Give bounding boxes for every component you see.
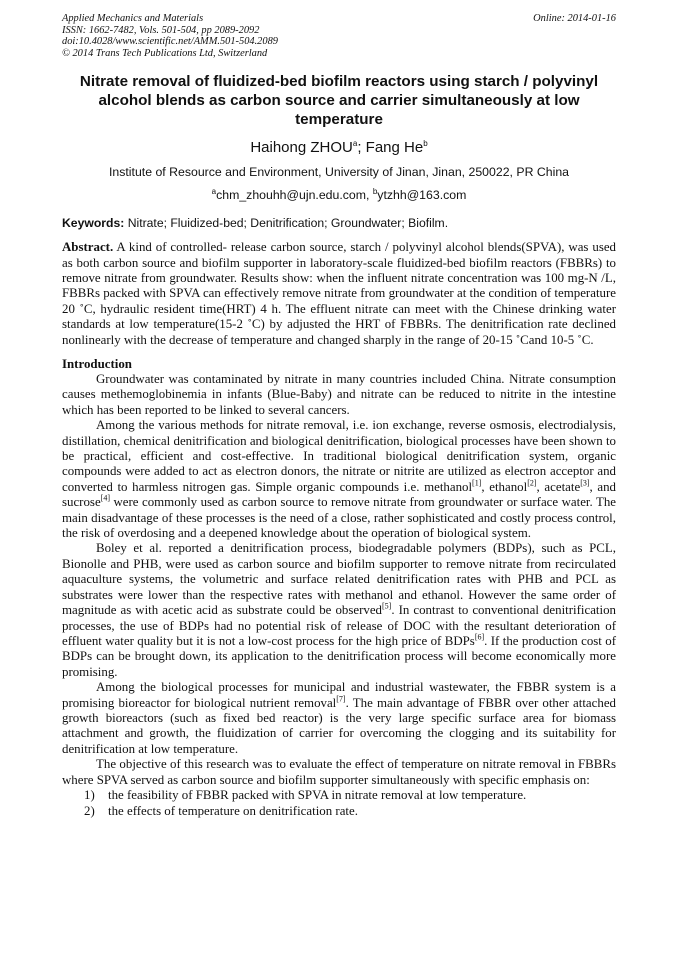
- author-1-mark: a: [352, 139, 358, 149]
- keywords-text: Nitrate; Fluidized-bed; Denitrification; Groundwater; Biofilm.: [124, 216, 449, 231]
- citation-5: [5]: [381, 601, 392, 611]
- journal-name: Applied Mechanics and Materials: [62, 13, 204, 24]
- journal-info: [62, 13, 278, 59]
- citation-3: [3]: [580, 478, 590, 488]
- text-run: were commonly used as carbon source to remove nitrate from groundwater or surface water. The main disadvantage of these processes is the need of a close, rather sophisticated and costly process control, the risk of overdosing and a deepened knowledge about the operation of biological system.: [62, 495, 616, 541]
- intro-paragraph-1: Groundwater was contaminated by nitrate in many countries included China. Nitrate consumption causes methemoglobinemia in infants (Blue-Baby) and nitrate can be reduced to nitrite in the intestine which has been reported to be linked to several cancers.: [62, 372, 616, 417]
- text-run: . In contrast to conventional denitrification processes, the use of BDPs had no potential risk of release of DOC with the resultant deterioration of effluent water quality but it is not a low-cost process for the high price of BDPs: [62, 603, 616, 648]
- list-text: the feasibility of FBBR packed with SPVA in nitrate removal at low temperature.: [108, 787, 527, 802]
- list-number: 1): [84, 787, 95, 802]
- keywords: [62, 216, 616, 231]
- intro-paragraph-5: The objective of this research was to evaluate the effect of temperature on nitrate removal in FBBRs where SPVA served as carbon source and biofilm supporter simultaneously with specific emphasis on:: [62, 757, 616, 787]
- online-date: Online: 2014-01-16: [533, 13, 616, 24]
- email-separator: ,: [366, 188, 373, 203]
- list-number: 2): [84, 803, 95, 818]
- paper-title: Nitrate removal of fluidized-bed biofilm reactors using starch / polyvinyl alcohol blends as carbon source and carrier simultaneously at low temperature: [79, 73, 599, 128]
- journal-issn: ISSN: 1662-7482, Vols. 501-504, pp 2089-2092: [62, 24, 260, 36]
- text-run: . If the production cost of BDPs can be brought down, its application to the denitrification process will become economically more promising.: [62, 633, 616, 679]
- affiliation: Institute of Resource and Environment, University of Jinan, Jinan, 250022, PR China: [108, 165, 570, 180]
- text-run: Boley et al. reported a denitrification process, biodegradable polymers (BDPs), such as PCL, Bionolle and PHB, were used as carbon source and biofilm supporter to remove nitrate from recirculated aquaculture systems, the volumetric and surface related denitrification rates with PHB and PCL as substrates were lower than the respective rates with methanol and ethanol. However the same order of magnitude as with acetic acid as substrate could be observed: [62, 541, 616, 618]
- text-run: , acetate: [536, 479, 581, 494]
- section-heading-introduction: Introduction: [62, 357, 132, 371]
- list-text: the effects of temperature on denitrification rate.: [108, 803, 358, 818]
- citation-2: [2]: [527, 478, 537, 488]
- author-line: [62, 139, 616, 157]
- text-run: Among the biological processes for municipal and industrial wastewater, the FBBR system is a promising bioreactor for biological nutrient removal: [62, 680, 616, 710]
- citation-4: [4]: [100, 493, 110, 503]
- list-item: [62, 804, 616, 820]
- journal-doi: doi:10.4028/www.scientific.net/AMM.501-504.2089: [62, 36, 278, 48]
- citation-7: [7]: [336, 694, 346, 704]
- author-separator: ;: [357, 139, 366, 157]
- intro-paragraph-2: [62, 418, 616, 541]
- paper-page: [62, 13, 616, 820]
- author-2-mark: b: [423, 139, 428, 149]
- abstract-label: Abstract.: [62, 240, 114, 255]
- text-run: , and sucrose: [62, 479, 617, 510]
- text-run: , ethanol: [481, 479, 528, 494]
- journal-copyright: © 2014 Trans Tech Publications Ltd, Switzerland: [62, 47, 268, 59]
- abstract-text: A kind of controlled- release carbon source, starch / polyvinyl alcohol blends(SPVA), was used as both carbon source and biofilm supporter in laboratory-scale fluidized-bed biofilm reactors (FBBRs) to remove nitrate from groundwater. Results show: when the influent nitrate concentration was 100 mg-N /L, FBBRs packed with SPVA can effectively remove nitrate from groundwater at the condition of temperature 20 ˚C, hydraulic resident time(HRT) 4 h. The effluent nitrate can meet with the Chinese drinking water standards at low temperature(15-2 ˚C) by adjusted the HRT of FBBRs. The denitrification rate declined nonlinearly with the decrease of temperature and changed sharply in the range of 20-15 ˚Cand 10-5 ˚C.: [62, 240, 616, 347]
- email-a-mark: a: [211, 187, 217, 197]
- intro-paragraph-3: [62, 541, 616, 680]
- email-a: chm_zhouhh@ujn.edu.com: [216, 188, 366, 203]
- email-b-mark: b: [372, 187, 378, 197]
- author-2-name: Fang He: [365, 139, 424, 157]
- list-item: [62, 788, 616, 804]
- author-1-name: Haihong ZHOU: [250, 139, 353, 157]
- text-run: . The main advantage of FBBR over other attached growth bioreactors (such as fixed bed reactor) is the very large specific surface area for biomass attachment and growth, the fluidization of carrier for overcoming the clogging and its suitability for denitrification at low temperature.: [62, 695, 616, 756]
- citation-6: [6]: [474, 632, 485, 642]
- text-run: Among the various methods for nitrate removal, i.e. ion exchange, reverse osmosis, electrodialysis, distillation, chemical denitrification and biological denitrification, biological processes have been shown to be practical, efficient and cost-effective. In traditional biological denitrification system, organic compounds were added to act as electron donors, the nitrate or nitrite are utilized as electron acceptor and converted to harmless nitrogen gas. Simple organic compounds i.e. methanol: [62, 418, 616, 494]
- intro-paragraph-4: [62, 680, 616, 757]
- objectives-list: [62, 788, 616, 820]
- email-b: ytzhh@163.com: [377, 188, 467, 203]
- journal-header: [62, 13, 616, 59]
- abstract: [62, 240, 616, 348]
- citation-1: [1]: [472, 478, 482, 488]
- email-line: [62, 188, 616, 203]
- keywords-label: Keywords:: [62, 216, 125, 231]
